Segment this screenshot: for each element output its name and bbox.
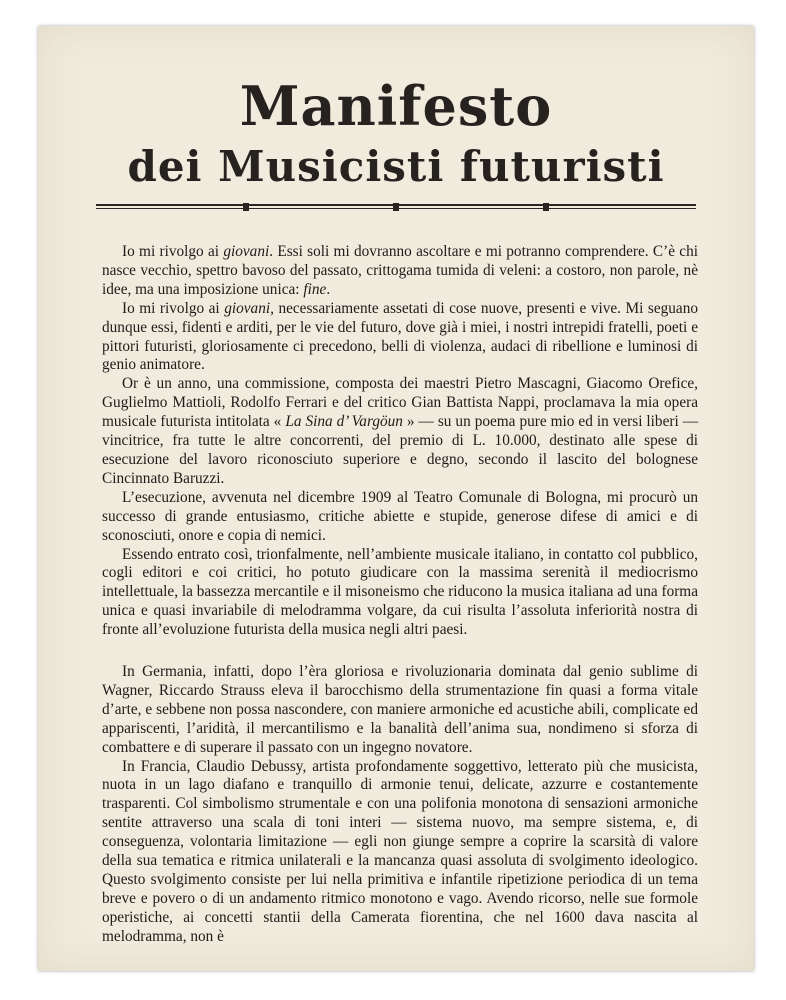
manifesto-body xyxy=(102,243,698,947)
paragraph-6: In Germania, infatti, dopo l’èra gloriosa e rivoluzionaria dominata dal genio sublime di Wagner, Riccardo Strauss eleva il barocchismo della strumentazione fin quasi a forma vitale d’arte, e sebbene non possa nascondere, con maniere armoniche ed acustiche abili, complicate ed appariscenti, l’aridità, il mercantilismo e la banalità dell’anima sua, nondimeno si sforza di combattere e di superare il passato con un ingegno novatore. xyxy=(102,663,698,756)
paragraph-1: Io mi rivolgo ai giovani. Essi soli mi dovranno ascoltare e mi potranno comprendere. C’è chi nasce vecchio, spettro bavoso del passato, crittogama tumida di veleni: a costoro, non parole, nè idee, ma una imposizione unica: fine. xyxy=(102,243,698,298)
paragraph-7: In Francia, Claudio Debussy, artista profondamente soggettivo, letterato più che musicista, nuota in un lago diafano e tranquillo di armonie tenui, delicate, azzurre e costantemente trasparenti. Col simbolismo strumentale e con una polifonia monotona di sensazioni armoniche sentite attraverso una scala di toni interi — sistema nuovo, ma sempre sistema, e, di conseguenza, volontaria limitazione — egli non giunge sempre a coprire la scarsità di valore della sua tematica e ritmica unilaterali e la mancanza quasi assoluta di svolgimento ideologico. Questo svolgimento consiste per lui nella primitiva e infantile ripetizione periodica di un tema breve e povero o di un andamento ritmico monotono e vago. Avendo ricorso, nelle sue formole operistiche, ai concetti stantii della Camerata fiorentina, che nel 1600 dava nascita al melodramma, non è xyxy=(102,757,698,945)
paragraph-3: Or è un anno, una commissione, composta dei maestri Pietro Mascagni, Giacomo Orefice, Guglielmo Mattioli, Rodolfo Ferrari e del critico Gian Battista Nappi, proclamava la mia opera musicale futurista intitolata « La Sina d’ Vargöun » — su un poema pure mio ed in versi liberi — vincitrice, fra tutte le altre concorrenti, del premio di L. 10.000, destinato alle spese di esecuzione del lavoro riconosciuto superiore e degno, secondo il lascito del bolognese Cincinnato Baruzzi. xyxy=(102,375,698,487)
title-line-1: Manifesto xyxy=(239,74,553,138)
ornamental-rule xyxy=(96,203,696,212)
paragraph-2: Io mi rivolgo ai giovani, necessariamente assetati di cose nuove, presenti e vive. Mi seguano dunque essi, fidenti e arditi, per le vie del futuro, dove già i miei, i nostri intrepidi fratelli, poeti e pittori futuristi, gloriosamente ci precedono, belli di violenza, audaci di ribellione e luminosi di genio animatore. xyxy=(102,299,698,374)
paragraph-4: L’esecuzione, avvenuta nel dicembre 1909 al Teatro Comunale di Bologna, mi procurò un successo di grande entusiasmo, critiche abiette e stupide, generose difese di amici e di sconosciuti, onore e copia di nemici. xyxy=(102,488,698,544)
title-line-2: dei Musicisti futuristi xyxy=(127,142,665,191)
manifesto-sheet xyxy=(38,26,754,971)
paragraph-5: Essendo entrato così, trionfalmente, nell’ambiente musicale italiano, in contatto col pubblico, cogli editori e coi critici, ho potuto giudicare con la massima serenità il mediocrismo intellettuale, la bassezza mercantile e il misoneismo che riducono la musica italiana ad una forma unica e quasi invariabile di melodramma volgare, da cui risulta l’assoluta inferiorità nostra di fronte all’evoluzione futurista della musica negli altri paesi. xyxy=(102,545,698,639)
